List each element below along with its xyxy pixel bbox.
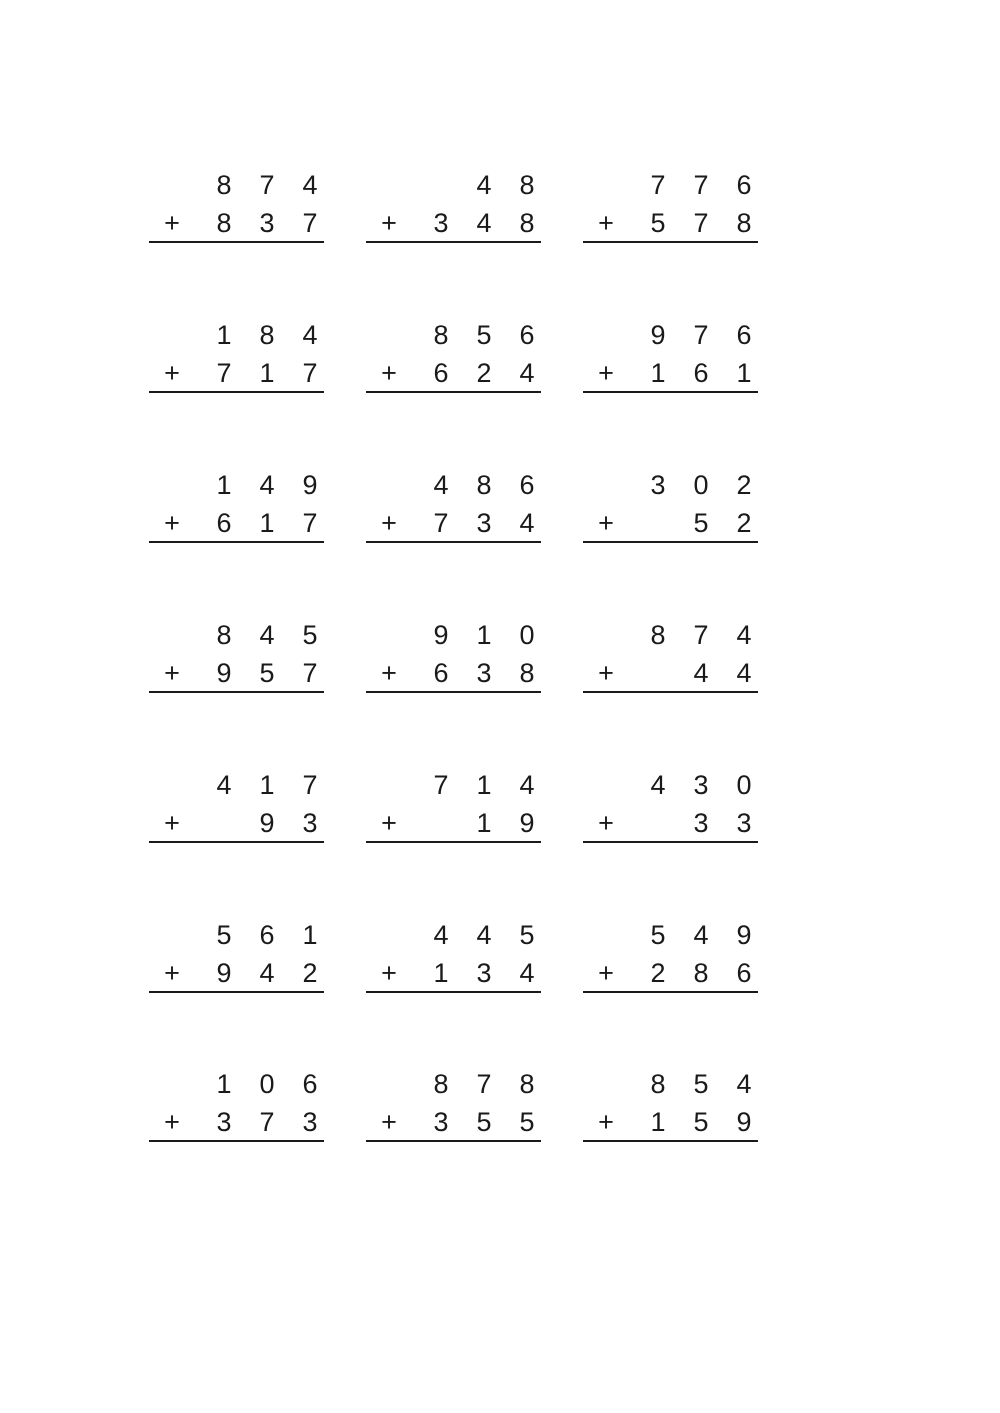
- addend-bottom-digit: 3: [302, 1107, 318, 1137]
- addend-top-digit: 5: [216, 920, 232, 950]
- addend-top-digit: 4: [519, 770, 535, 800]
- plus-sign: +: [381, 358, 397, 388]
- addend-bottom-digit: 5: [650, 208, 666, 238]
- addend-bottom-digit: 9: [736, 1107, 752, 1137]
- addend-top-digit: 9: [302, 470, 318, 500]
- sum-line: [149, 541, 324, 543]
- addend-bottom-digit: 2: [302, 958, 318, 988]
- plus-sign: +: [598, 508, 614, 538]
- addend-bottom-digit: 5: [519, 1107, 535, 1137]
- addend-bottom-digit: 7: [302, 508, 318, 538]
- plus-sign: +: [164, 1107, 180, 1137]
- addend-bottom-digit: 3: [693, 808, 709, 838]
- addend-top-digit: 5: [693, 1069, 709, 1099]
- addend-bottom-digit: 4: [519, 958, 535, 988]
- addend-bottom-digit: 5: [693, 1107, 709, 1137]
- addition-problem: [366, 1069, 542, 1159]
- addend-top-digit: 5: [476, 320, 492, 350]
- addend-bottom-digit: 5: [476, 1107, 492, 1137]
- addend-bottom-digit: 3: [476, 658, 492, 688]
- sum-line: [366, 691, 541, 693]
- addend-bottom-digit: 7: [302, 208, 318, 238]
- addend-bottom-digit: 3: [736, 808, 752, 838]
- addend-top-digit: 0: [693, 470, 709, 500]
- addend-top-digit: 1: [216, 320, 232, 350]
- addend-bottom-digit: 7: [216, 358, 232, 388]
- addend-top-digit: 8: [519, 170, 535, 200]
- addend-bottom-digit: 1: [650, 1107, 666, 1137]
- sum-line: [366, 241, 541, 243]
- plus-sign: +: [164, 808, 180, 838]
- addition-problem: [583, 770, 759, 860]
- addition-problem: [583, 1069, 759, 1159]
- addend-top-digit: 3: [650, 470, 666, 500]
- addend-bottom-digit: 5: [259, 658, 275, 688]
- addend-bottom-digit: 1: [259, 358, 275, 388]
- addend-top-digit: 4: [476, 170, 492, 200]
- addend-bottom-digit: 6: [693, 358, 709, 388]
- addition-problem: [149, 920, 325, 1010]
- addend-bottom-digit: 8: [519, 658, 535, 688]
- sum-line: [149, 841, 324, 843]
- addend-top-digit: 0: [259, 1069, 275, 1099]
- sum-line: [366, 991, 541, 993]
- addition-problem: [149, 320, 325, 410]
- addend-bottom-digit: 6: [736, 958, 752, 988]
- sum-line: [149, 391, 324, 393]
- addend-top-digit: 6: [519, 470, 535, 500]
- addition-problem: [149, 1069, 325, 1159]
- addend-bottom-digit: 6: [433, 658, 449, 688]
- addend-top-digit: 7: [302, 770, 318, 800]
- addend-top-digit: 6: [736, 320, 752, 350]
- plus-sign: +: [164, 208, 180, 238]
- sum-line: [366, 391, 541, 393]
- addend-top-digit: 8: [650, 1069, 666, 1099]
- addend-bottom-digit: 7: [433, 508, 449, 538]
- addend-bottom-digit: 9: [519, 808, 535, 838]
- addition-problem: [583, 470, 759, 560]
- addend-bottom-digit: 8: [216, 208, 232, 238]
- addend-bottom-digit: 8: [693, 958, 709, 988]
- sum-line: [583, 841, 758, 843]
- sum-line: [583, 691, 758, 693]
- sum-line: [583, 541, 758, 543]
- addend-bottom-digit: 3: [476, 958, 492, 988]
- addend-top-digit: 7: [433, 770, 449, 800]
- addend-top-digit: 0: [519, 620, 535, 650]
- addend-top-digit: 4: [302, 320, 318, 350]
- addition-problem: [149, 620, 325, 710]
- addend-top-digit: 8: [433, 320, 449, 350]
- plus-sign: +: [164, 958, 180, 988]
- addend-bottom-digit: 4: [693, 658, 709, 688]
- addend-bottom-digit: 3: [302, 808, 318, 838]
- addend-top-digit: 8: [216, 170, 232, 200]
- addend-top-digit: 8: [519, 1069, 535, 1099]
- sum-line: [583, 391, 758, 393]
- addend-top-digit: 1: [259, 770, 275, 800]
- addend-top-digit: 8: [433, 1069, 449, 1099]
- addend-top-digit: 1: [476, 770, 492, 800]
- addition-problem: [366, 320, 542, 410]
- addition-problem: [366, 620, 542, 710]
- plus-sign: +: [598, 658, 614, 688]
- addend-bottom-digit: 1: [433, 958, 449, 988]
- addend-bottom-digit: 1: [650, 358, 666, 388]
- addition-problem: [149, 770, 325, 860]
- addend-bottom-digit: 9: [216, 958, 232, 988]
- sum-line: [583, 241, 758, 243]
- addend-top-digit: 4: [693, 920, 709, 950]
- addend-top-digit: 7: [476, 1069, 492, 1099]
- addend-bottom-digit: 3: [433, 208, 449, 238]
- addition-problem: [583, 920, 759, 1010]
- sum-line: [149, 991, 324, 993]
- plus-sign: +: [381, 658, 397, 688]
- addend-top-digit: 5: [650, 920, 666, 950]
- addend-bottom-digit: 9: [216, 658, 232, 688]
- addition-problem: [583, 620, 759, 710]
- addend-bottom-digit: 4: [736, 658, 752, 688]
- addend-bottom-digit: 1: [476, 808, 492, 838]
- addend-bottom-digit: 6: [216, 508, 232, 538]
- addend-top-digit: 1: [302, 920, 318, 950]
- addend-top-digit: 8: [259, 320, 275, 350]
- addend-bottom-digit: 4: [476, 208, 492, 238]
- addend-top-digit: 3: [693, 770, 709, 800]
- addend-bottom-digit: 3: [216, 1107, 232, 1137]
- addend-top-digit: 4: [302, 170, 318, 200]
- addend-top-digit: 4: [259, 620, 275, 650]
- addend-top-digit: 1: [216, 1069, 232, 1099]
- addend-top-digit: 5: [519, 920, 535, 950]
- plus-sign: +: [598, 808, 614, 838]
- sum-line: [366, 1140, 541, 1142]
- addend-bottom-digit: 3: [259, 208, 275, 238]
- addend-bottom-digit: 4: [259, 958, 275, 988]
- addend-top-digit: 9: [736, 920, 752, 950]
- addend-bottom-digit: 7: [302, 658, 318, 688]
- addend-top-digit: 6: [519, 320, 535, 350]
- addend-bottom-digit: 7: [302, 358, 318, 388]
- addend-bottom-digit: 7: [693, 208, 709, 238]
- addend-top-digit: 8: [650, 620, 666, 650]
- addend-top-digit: 9: [650, 320, 666, 350]
- plus-sign: +: [164, 358, 180, 388]
- plus-sign: +: [164, 658, 180, 688]
- addend-top-digit: 7: [693, 320, 709, 350]
- addend-top-digit: 4: [433, 470, 449, 500]
- addend-top-digit: 7: [693, 620, 709, 650]
- addend-top-digit: 5: [302, 620, 318, 650]
- addition-problem: [583, 170, 759, 260]
- addend-bottom-digit: 4: [519, 358, 535, 388]
- addend-top-digit: 6: [259, 920, 275, 950]
- addend-bottom-digit: 3: [476, 508, 492, 538]
- addend-bottom-digit: 6: [433, 358, 449, 388]
- addend-bottom-digit: 7: [259, 1107, 275, 1137]
- addend-bottom-digit: 8: [519, 208, 535, 238]
- addend-top-digit: 2: [736, 470, 752, 500]
- addend-top-digit: 1: [476, 620, 492, 650]
- plus-sign: +: [381, 808, 397, 838]
- addend-top-digit: 7: [259, 170, 275, 200]
- plus-sign: +: [598, 208, 614, 238]
- addition-problem: [366, 470, 542, 560]
- plus-sign: +: [598, 1107, 614, 1137]
- addend-bottom-digit: 5: [693, 508, 709, 538]
- addend-bottom-digit: 2: [476, 358, 492, 388]
- plus-sign: +: [381, 208, 397, 238]
- addend-top-digit: 4: [736, 620, 752, 650]
- sum-line: [583, 991, 758, 993]
- addend-top-digit: 8: [476, 470, 492, 500]
- addition-problem: [366, 920, 542, 1010]
- sum-line: [366, 541, 541, 543]
- addend-bottom-digit: 1: [259, 508, 275, 538]
- plus-sign: +: [164, 508, 180, 538]
- addition-problem: [366, 770, 542, 860]
- addend-bottom-digit: 2: [736, 508, 752, 538]
- plus-sign: +: [598, 358, 614, 388]
- addition-problem: [366, 170, 542, 260]
- plus-sign: +: [598, 958, 614, 988]
- addend-top-digit: 0: [736, 770, 752, 800]
- addend-top-digit: 8: [216, 620, 232, 650]
- plus-sign: +: [381, 508, 397, 538]
- addend-top-digit: 4: [433, 920, 449, 950]
- plus-sign: +: [381, 1107, 397, 1137]
- addend-bottom-digit: 2: [650, 958, 666, 988]
- addend-top-digit: 6: [302, 1069, 318, 1099]
- addend-top-digit: 6: [736, 170, 752, 200]
- addend-bottom-digit: 8: [736, 208, 752, 238]
- addend-top-digit: 4: [650, 770, 666, 800]
- sum-line: [149, 691, 324, 693]
- addend-top-digit: 4: [259, 470, 275, 500]
- sum-line: [149, 1140, 324, 1142]
- addend-top-digit: 7: [650, 170, 666, 200]
- addend-top-digit: 4: [216, 770, 232, 800]
- sum-line: [583, 1140, 758, 1142]
- sum-line: [366, 841, 541, 843]
- addend-bottom-digit: 9: [259, 808, 275, 838]
- sum-line: [149, 241, 324, 243]
- addend-top-digit: 1: [216, 470, 232, 500]
- addend-bottom-digit: 1: [736, 358, 752, 388]
- addend-top-digit: 4: [736, 1069, 752, 1099]
- addition-problem: [583, 320, 759, 410]
- addend-top-digit: 9: [433, 620, 449, 650]
- addition-problem: [149, 170, 325, 260]
- addend-bottom-digit: 4: [519, 508, 535, 538]
- addend-bottom-digit: 3: [433, 1107, 449, 1137]
- addend-top-digit: 4: [476, 920, 492, 950]
- addend-top-digit: 7: [693, 170, 709, 200]
- addition-problem: [149, 470, 325, 560]
- plus-sign: +: [381, 958, 397, 988]
